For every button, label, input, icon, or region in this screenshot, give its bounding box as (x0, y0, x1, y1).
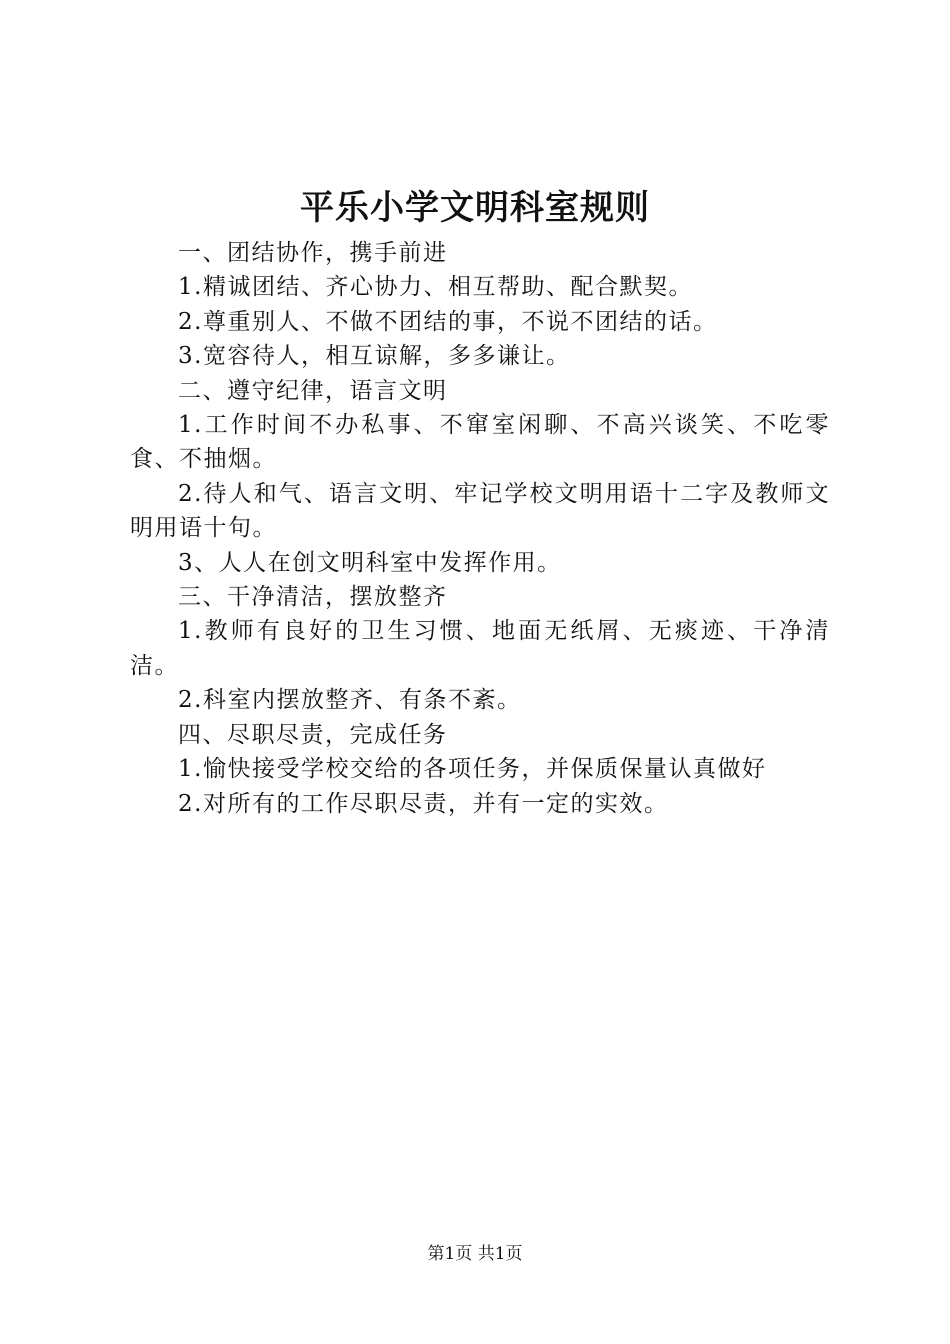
section-heading-4: 四、尽职尽责，完成任务 (178, 721, 448, 748)
paragraph: 2.科室内摆放整齐、有条不紊。 (178, 687, 522, 714)
section-heading-2: 二、遵守纪律，语言文明 (178, 377, 448, 404)
paragraph: 1.教师有良好的卫生习惯、地面无纸屑、无痰迹、干净清洁。 (130, 618, 830, 679)
section-heading-3: 三、干净清洁，摆放整齐 (178, 584, 448, 611)
section-heading-1: 一、团结协作，携手前进 (178, 240, 448, 266)
paragraph: 2.尊重别人、不做不团结的事，不说不团结的话。 (178, 308, 718, 335)
paragraph: 1.精诚团结、齐心协力、相互帮助、配合默契。 (178, 274, 693, 301)
paragraph: 3、人人在创文明科室中发挥作用。 (178, 549, 562, 576)
paragraph: 1.愉快接受学校交给的各项任务，并保质保量认真做好 (178, 756, 767, 783)
page-title: 平乐小学文明科室规则 (300, 188, 650, 228)
paragraph: 2.待人和气、语言文明、牢记学校文明用语十二字及教师文明用语十句。 (130, 480, 830, 542)
paragraph: 1.工作时间不办私事、不窜室闲聊、不高兴谈笑、不吃零食、不抽烟。 (130, 412, 830, 473)
paragraph: 2.对所有的工作尽职尽责，并有一定的实效。 (178, 790, 669, 817)
document-body (130, 236, 830, 821)
page-number-footer: 第1页 共1页 (427, 1244, 523, 1264)
paragraph: 3.宽容待人，相互谅解，多多谦让。 (178, 343, 571, 370)
